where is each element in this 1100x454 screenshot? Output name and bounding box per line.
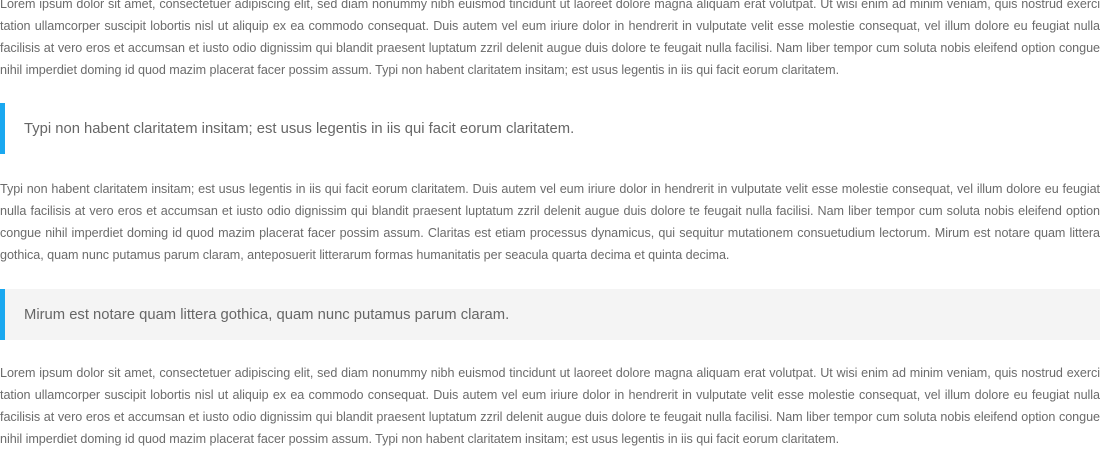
blockquote-2 bbox=[0, 289, 1100, 340]
paragraph-3: Lorem ipsum dolor sit amet, consectetuer adipiscing elit, sed diam nonummy nibh euismod tincidunt ut laoreet dolore magna aliquam erat volutpat. Ut wisi enim ad minim veniam, quis nostrud exerci tation ullamcorper suscipit lobortis nisl ut aliquip ex ea commodo consequat. Duis autem vel eum iriure dolor in hendrerit in vulputate velit esse molestie consequat, vel illum dolore eu feugiat nulla facilisis at vero eros et accumsan et iusto odio dignissim qui blandit praesent luptatum zzril delenit augue duis dolore te feugait nulla facilisi. Nam liber tempor cum soluta nobis eleifend option congue nihil imperdiet doming id quod mazim placerat facer possim assum. Typi non habent claritatem insitam; est usus legentis in iis qui facit eorum claritatem. bbox=[0, 366, 1100, 446]
blockquote-1-text: Typi non habent claritatem insitam; est usus legentis in iis qui facit eorum claritatem. bbox=[24, 120, 575, 137]
paragraph-2: Typi non habent claritatem insitam; est usus legentis in iis qui facit eorum claritatem. Duis autem vel eum iriure dolor in hendrerit in vulputate velit esse molestie consequat, vel illum dolore eu feugiat nulla facilisis at vero eros et accumsan et iusto odio dignissim qui blandit praesent luptatum zzril delenit augue duis dolore te feugait nulla facilisi. Nam liber tempor cum soluta nobis eleifend option congue nihil imperdiet doming id quod mazim placerat facer possim assum. Claritas est etiam processus dynamicus, qui sequitur mutationem consuetudium lectorum. Mirum est notare quam littera gothica, quam nunc putamus parum claram, anteposuerit litterarum formas humanitatis per seacula quarta decima et quinta decima. bbox=[0, 182, 1100, 262]
blockquote-2-text: Mirum est notare quam littera gothica, quam nunc putamus parum claram. bbox=[24, 306, 510, 323]
paragraph-1: Lorem ipsum dolor sit amet, consectetuer adipiscing elit, sed diam nonummy nibh euismod tincidunt ut laoreet dolore magna aliquam erat volutpat. Ut wisi enim ad minim veniam, quis nostrud exerci tation ullamcorper suscipit lobortis nisl ut aliquip ex ea commodo consequat. Duis autem vel eum iriure dolor in hendrerit in vulputate velit esse molestie consequat, vel illum dolore eu feugiat nulla facilisis at vero eros et accumsan et iusto odio dignissim qui blandit praesent luptatum zzril delenit augue duis dolore te feugait nulla facilisi. Nam liber tempor cum soluta nobis eleifend option congue nihil imperdiet doming id quod mazim placerat facer possim assum. Typi non habent claritatem insitam; est usus legentis in iis qui facit eorum claritatem. bbox=[0, 0, 1100, 77]
blockquote-1 bbox=[0, 103, 1100, 154]
